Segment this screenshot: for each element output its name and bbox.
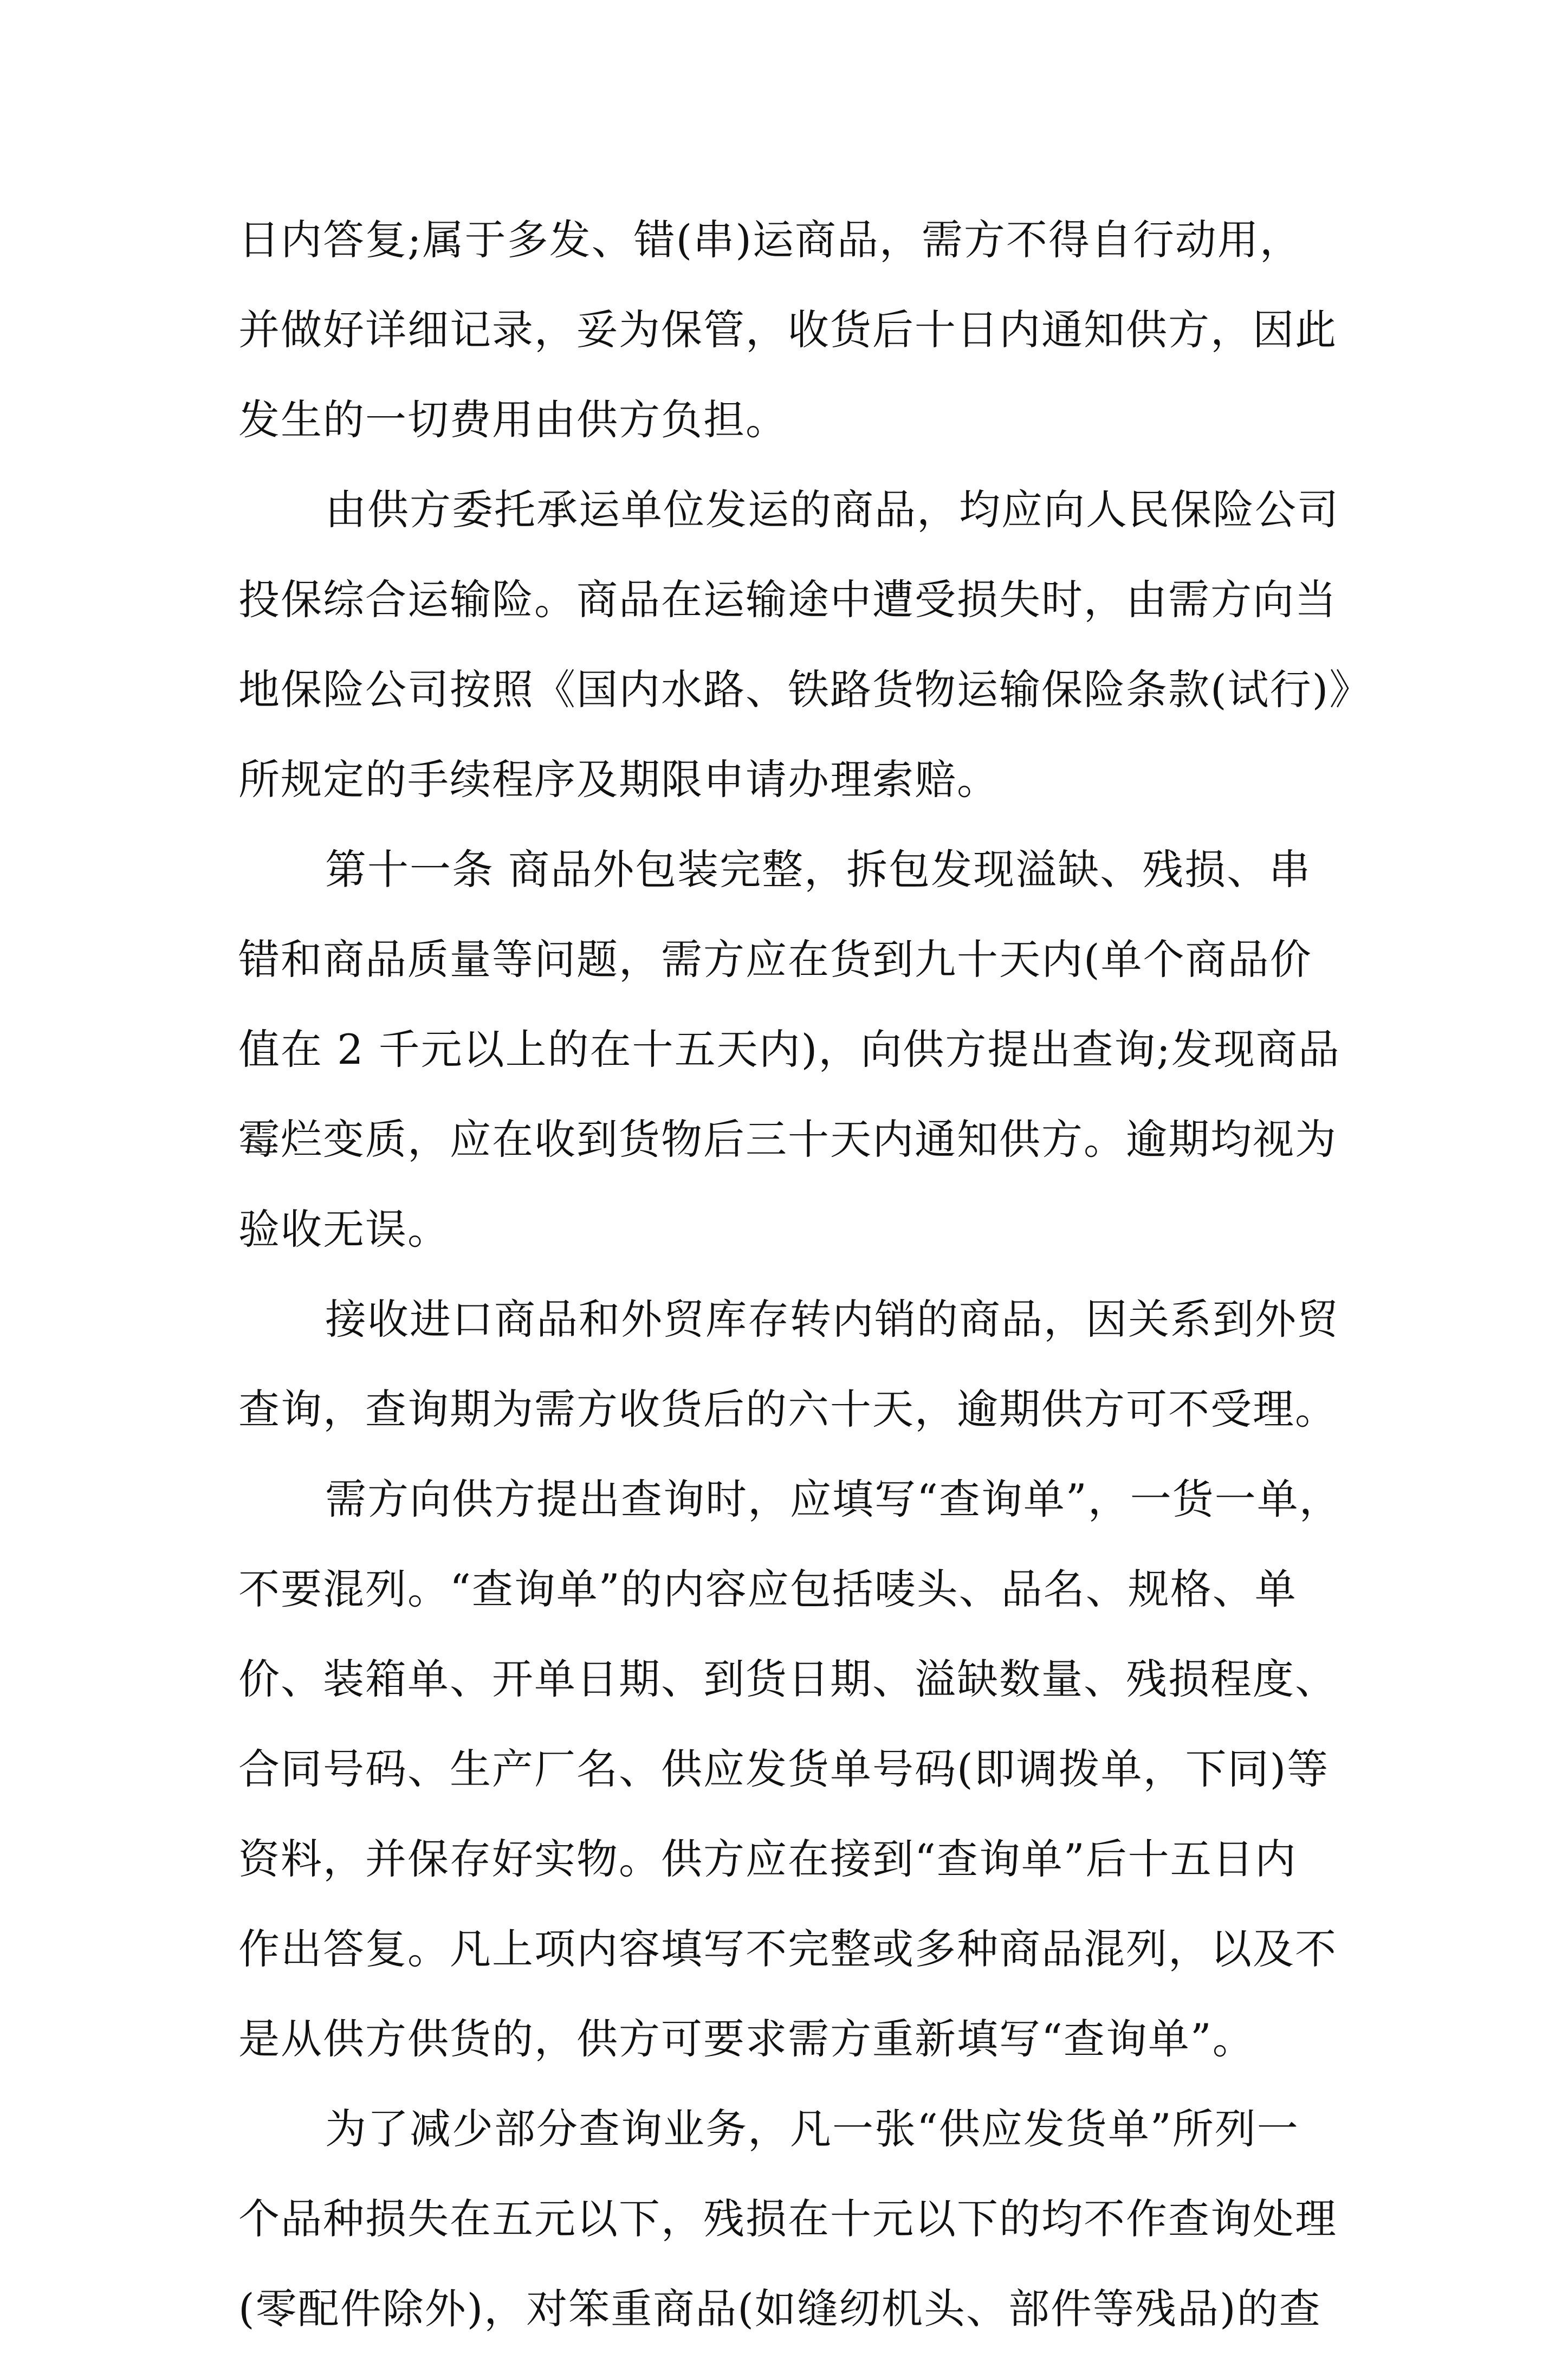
text-line: 资料，并保存好实物。供方应在接到“查询单”后十五日内 [238,1835,1297,1883]
text-line: 霉烂变质，应在收到货物后三十天内通知供方。逾期均视为 [238,1115,1337,1163]
paragraph-start-line: 需方向供方提出查询时，应填写“查询单”，一货一单， [325,1475,1342,1523]
text-line: 所规定的手续程序及期限申请办理索赔。 [238,755,999,804]
text-line: 投保综合运输险。商品在运输途中遭受损失时，由需方向当 [238,575,1337,624]
document-body [238,195,1376,2354]
text-line: 是从供方供货的，供方可要求需方重新填写“查询单”。 [238,2015,1255,2063]
text-line: 地保险公司按照《国内水路、铁路货物运输保险条款(试行)》 [238,665,1372,714]
paragraph-start-line: 接收进口商品和外贸库存转内销的商品，因关系到外贸 [325,1295,1339,1343]
text-line: 验收无误。 [238,1205,450,1253]
text-line: 值在 2 千元以上的在十五天内)，向供方提出查询;发现商品 [238,1025,1340,1073]
text-line: 日内答复;属于多发、错(串)运商品，需方不得自行动用， [238,216,1302,264]
text-line: 合同号码、生产厂名、供应发货单号码(即调拨单，下同)等 [238,1745,1330,1793]
text-line: 不要混列。“查询单”的内容应包括唛头、品名、规格、单 [238,1565,1297,1613]
article-11-heading-line: 第十一条 商品外包装完整，拆包发现溢缺、残损、串 [325,845,1312,894]
text-line: (零配件除外)，对笨重商品(如缝纫机头、部件等残品)的查 [238,2285,1321,2333]
text-line: 查询，查询期为需方收货后的六十天，逾期供方可不受理。 [238,1385,1337,1433]
text-line: 价、装箱单、开单日期、到货日期、溢缺数量、残损程度、 [238,1655,1337,1703]
text-line: 发生的一切费用由供方负担。 [238,396,788,444]
paragraph-start-line: 为了减少部分查询业务，凡一张“供应发货单”所列一 [325,2105,1299,2153]
text-line: 错和商品质量等问题，需方应在货到九十天内(单个商品价 [238,935,1312,984]
text-line: 作出答复。凡上项内容填写不完整或多种商品混列，以及不 [238,1925,1337,1973]
text-line: 并做好详细记录，妥为保管，收货后十日内通知供方，因此 [238,306,1337,354]
text-line: 个品种损失在五元以下，残损在十元以下的均不作查询处理 [238,2195,1337,2243]
paragraph-start-line: 由供方委托承运单位发运的商品，均应向人民保险公司 [325,486,1339,534]
